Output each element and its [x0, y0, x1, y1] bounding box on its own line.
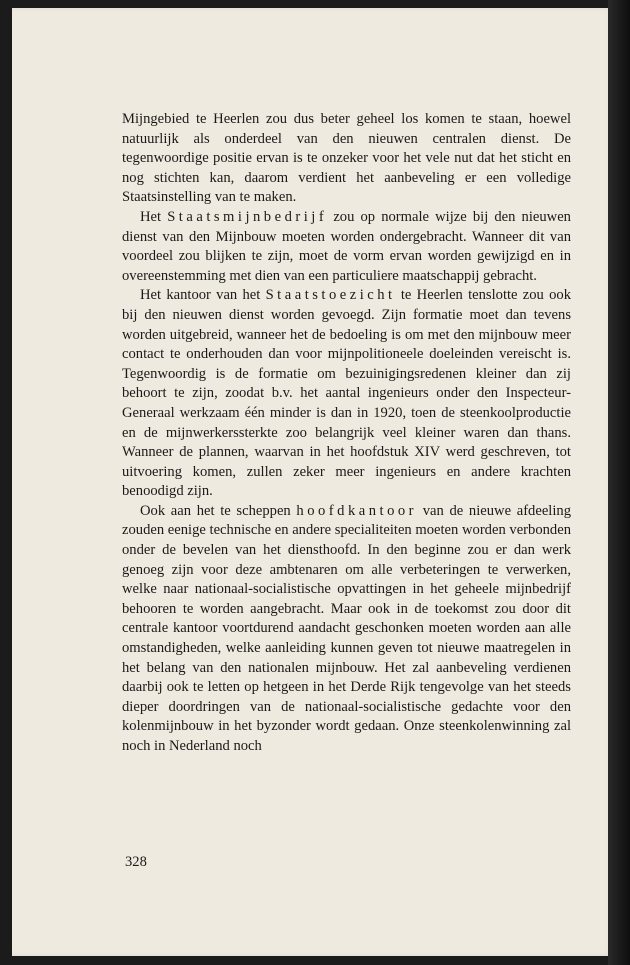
paragraph-4-lead: Ook aan het te scheppen [140, 502, 297, 519]
paragraph-4 [122, 502, 571, 757]
paragraph-3-text: te Heerlen tenslotte zou ook bij den nieuwen dienst worden gevoegd. Zijn formatie moet dan tevens worden uitgebreid, wanneer het de bedoeling is om met den mijnbouw meer contact te onderhouden dan voor mijnpolitioneele doeleinden vereischt is. Tegenwoordig is de formatie om bezuinigingsredenen kleiner dan zij behoort te zijn, zoodat b.v. het aantal ingenieurs onder den Inspecteur-Generaal werkzaam één minder is dan in 1920, toen de steenkoolproductie en de mijnwerkerssterkte zoo belangrijk veel kleiner waren dan thans. Wanneer de plannen, waarvan in het hoofdstuk XIV werd geschreven, tot uitvoering komen, zullen zeker meer ingenieurs en andere krachten benoodigd zijn. [122, 287, 571, 500]
book-page [12, 8, 618, 956]
spaced-term-staatsmijnbedrijf: Staatsmijnbedrijf [167, 208, 328, 225]
paragraph-4-text: van de nieuwe afdeeling zouden eenige technische en andere specialiteiten moeten worden verbonden onder de bevelen van het diensthoofd. In den beginne zou er dan werk genoeg zijn voor deze ambtenaren om alle verbeteringen te verwerken, welke naar nationaal-socialistische opvattingen in het geheele mijnbedrijf behooren te worden aangebracht. Maar ook in de toekomst zou door dit centrale kantoor voortdurend aandacht geschonken moeten worden aan alle omstandigheden, welke aanleiding kunnen geven tot nieuwe maatregelen in het belang van den nationalen mijnbouw. Het zal aanbeveling verdienen daarbij ook te letten op hetgeen in het Derde Rijk tengevolge van het steeds dieper doordringen van de nationaal-socialistische gedachte voor den kolenmijnbouw in het byzonder wordt gedaan. Onze steenkolenwinning zal noch in Nederland noch [122, 502, 572, 754]
page-number: 328 [125, 854, 147, 870]
paragraph-2-lead: Het [140, 208, 168, 225]
paragraph-1-text: Mijngebied te Heerlen zou dus beter geheel los komen te staan, hoewel natuurlijk als onderdeel van den nieuwen centralen dienst. De tegenwoordige positie ervan is te onzeker voor het vele nut dat het sticht en nog stichten kan, daarom verdient het aanbeveling er een volledige Staatsinstelling van te maken. [122, 111, 571, 206]
book-gutter-shadow [608, 0, 630, 965]
paragraph-3-lead: Het kantoor van het [140, 287, 266, 304]
paragraph-2 [122, 208, 571, 286]
body-text [122, 110, 571, 757]
paragraph-3 [122, 286, 571, 502]
spaced-term-staatstoezicht: Staatstoezicht [265, 287, 396, 304]
spaced-term-hoofdkantoor: hoofdkantoor [296, 502, 418, 519]
paragraph-2-text: zou op normale wijze bij den nieuwen dienst van den Mijnbouw moeten worden ondergebracht. Wanneer dit van voordeel zou blijken te zijn, moet de vorm ervan worden gewijzigd en in overeenstemming met dien van een particuliere maatschappij gebracht. [122, 208, 571, 284]
paragraph-1 [122, 110, 571, 208]
